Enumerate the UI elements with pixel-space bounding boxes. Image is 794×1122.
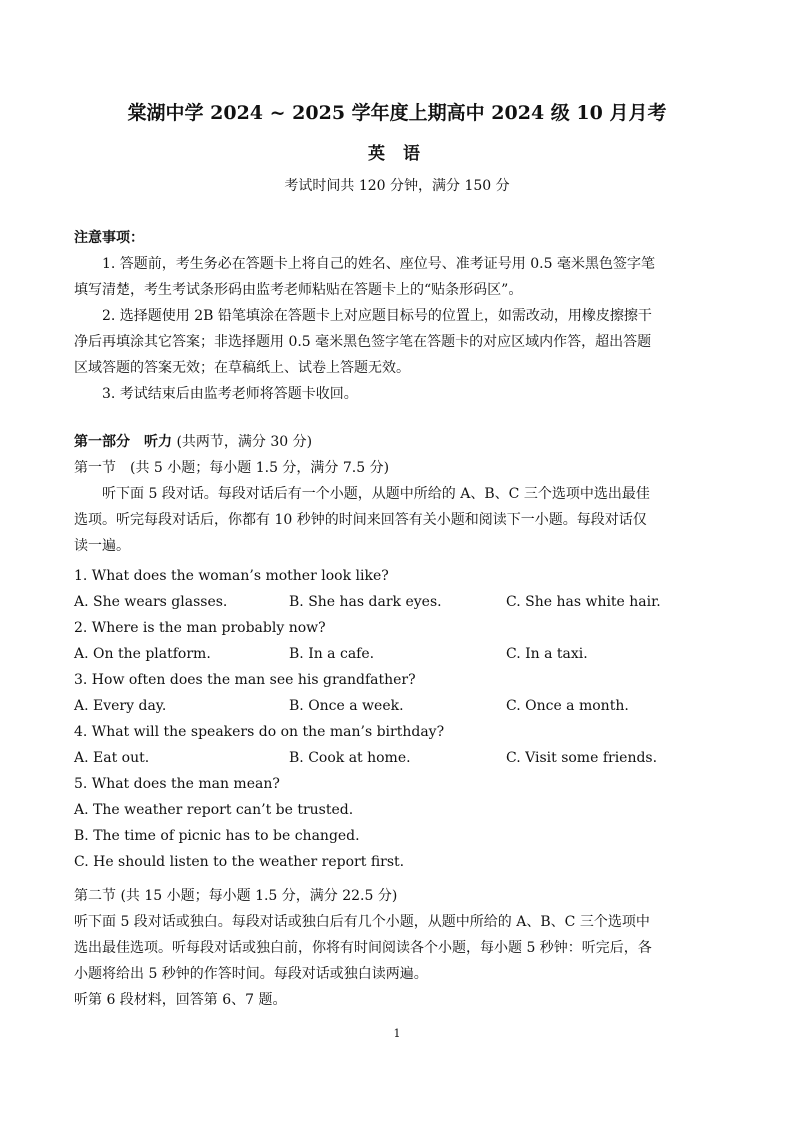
option-3b: B. Once a week. [289, 698, 404, 714]
section2-heading: 第二节 (共 15 小题；每小题 1.5 分，满分 22.5 分) [74, 888, 398, 904]
section2-instruction: 听下面 5 段对话或独白。每段对话或独白后有几个小题，从题中所给的 A、B、C 三个选项中 [74, 914, 650, 930]
option-2a: A. On the platform. [74, 646, 211, 662]
question-5: 5. What does the man mean? [74, 776, 280, 792]
section2-instruction: 小题将给出 5 秒钟的作答时间。每段对话或独白读两遍。 [74, 966, 428, 982]
option-4c: C. Visit some friends. [506, 750, 658, 766]
section1-heading: 第一节 (共 5 小题；每小题 1.5 分，满分 7.5 分) [74, 460, 390, 476]
option-3c: C. Once a month. [506, 698, 629, 714]
section1-instruction: 听下面 5 段对话。每段对话后有一个小题，从题中所给的 A、B、C 三个选项中选出最佳 [102, 486, 650, 502]
option-5b: B. The time of picnic has to be changed. [74, 828, 360, 844]
section1-instruction: 选项。听完每段对话后，你都有 10 秒钟的时间来回答有关小题和阅读下一小题。每段对话仅 [74, 512, 647, 528]
question-3: 3. How often does the man see his grandfather? [74, 672, 416, 688]
exam-title: 棠湖中学 2024 ~ 2025 学年度上期高中 2024 级 10 月月考 [127, 102, 667, 124]
part1-heading-score: (共两节，满分 30 分) [176, 434, 313, 450]
option-1a: A. She wears glasses. [74, 594, 228, 610]
time-info: 考试时间共 120 分钟，满分 150 分 [284, 178, 510, 194]
section2-instruction: 听第 6 段材料，回答第 6、7 题。 [74, 992, 287, 1008]
option-2b: B. In a cafe. [289, 646, 375, 662]
question-1: 1. What does the woman’s mother look like? [74, 568, 389, 584]
notice-line: 净后再填涂其它答案；非选择题用 0.5 毫米黑色签字笔在答题卡的对应区域内作答，超出答题 [74, 334, 652, 350]
section2-instruction: 选出最佳选项。听每段对话或独白前，你将有时间阅读各个小题，每小题 5 秒钟：听完后，各 [74, 940, 652, 956]
option-5c: C. He should listen to the weather report first. [74, 854, 405, 870]
part1-heading [74, 433, 312, 451]
notice-line: 3. 考试结束后由监考老师将答题卡收回。 [102, 386, 358, 402]
option-1c: C. She has white hair. [506, 594, 661, 610]
option-3a: A. Every day. [74, 698, 167, 714]
section1-instruction: 读一遍。 [74, 538, 130, 554]
notice-line: 区域答题的答案无效；在草稿纸上、试卷上答题无效。 [74, 360, 410, 376]
notice-line: 2. 选择题使用 2B 铅笔填涂在答题卡上对应题目标号的位置上，如需改动，用橡皮擦擦干 [102, 308, 652, 324]
notice-line: 填写清楚，考生考试条形码由监考老师粘贴在答题卡上的“贴条形码区”。 [74, 282, 523, 298]
part1-heading-title: 第一部分 听力 [74, 434, 172, 450]
option-5a: A. The weather report can’t be trusted. [74, 802, 354, 818]
question-2: 2. Where is the man probably now? [74, 620, 326, 636]
notice-heading: 注意事项： [74, 230, 144, 246]
option-2c: C. In a taxi. [506, 646, 588, 662]
option-4b: B. Cook at home. [289, 750, 411, 766]
page-number: 1 [393, 1027, 401, 1040]
notice-line: 1. 答题前，考生务必在答题卡上将自己的姓名、座位号、准考证号用 0.5 毫米黑色签字笔 [102, 256, 655, 272]
question-4: 4. What will the speakers do on the man’s birthday? [74, 724, 445, 740]
option-1b: B. She has dark eyes. [289, 594, 442, 610]
option-4a: A. Eat out. [74, 750, 150, 766]
subject-title: 英 语 [368, 144, 426, 164]
